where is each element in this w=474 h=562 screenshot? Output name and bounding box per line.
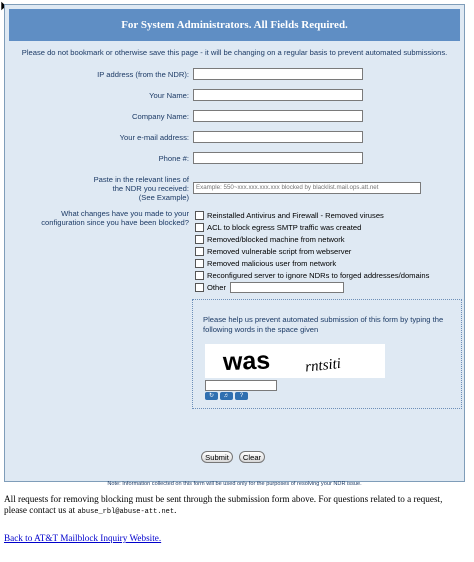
option-label: Reconfigured server to ignore NDRs to forged addresses/domains — [207, 270, 430, 280]
option-label: ACL to block egress SMTP traffic was created — [207, 222, 362, 232]
option-reinstalled-antivirus[interactable] — [195, 209, 429, 221]
submit-button[interactable]: Submit — [201, 451, 233, 463]
company-input[interactable] — [193, 110, 363, 122]
option-reconfigured-server[interactable] — [195, 269, 429, 281]
option-acl-egress[interactable] — [195, 221, 429, 233]
option-removed-script[interactable] — [195, 245, 429, 257]
audio-icon[interactable]: ♬ — [220, 392, 233, 400]
captcha-prompt: Please help us prevent automated submission of this form by typing the following words in the space given — [203, 315, 444, 334]
contact-text-body: All requests for removing blocking must be sent through the submission form above. For questions related to a request, please contact us at — [4, 494, 443, 515]
captcha-word-2: rntsiti — [304, 355, 342, 376]
option-label: Removed/blocked machine from network — [207, 234, 345, 244]
email-input[interactable] — [193, 131, 363, 143]
checkbox[interactable] — [195, 235, 204, 244]
company-label: Company Name: — [132, 112, 189, 121]
ndr-label — [5, 175, 189, 202]
other-input[interactable] — [230, 282, 344, 293]
captcha-box — [192, 299, 462, 409]
option-label: Other — [207, 282, 226, 292]
changes-label — [5, 209, 189, 227]
captcha-word-1: was — [222, 346, 271, 377]
ndr-label-line-1: Paste in the relevant lines of — [93, 175, 189, 184]
contact-text — [4, 494, 466, 518]
option-label: Removed malicious user from network — [207, 258, 337, 268]
checkbox[interactable] — [195, 223, 204, 232]
ip-address-label: IP address (from the NDR): — [97, 70, 189, 79]
form-header: For System Administrators. All Fields Required. — [9, 9, 460, 41]
name-label: Your Name: — [149, 91, 189, 100]
option-label: Reinstalled Antivirus and Firewall - Removed viruses — [207, 210, 384, 220]
checkbox[interactable] — [195, 247, 204, 256]
option-removed-user[interactable] — [195, 257, 429, 269]
checkbox[interactable] — [195, 259, 204, 268]
ndr-label-line-2: the NDR you received: — [112, 184, 189, 193]
form-panel — [4, 4, 465, 487]
clear-button[interactable]: Clear — [239, 451, 265, 463]
checkbox[interactable] — [195, 271, 204, 280]
phone-label: Phone #: — [158, 154, 189, 163]
ndr-input[interactable] — [193, 182, 421, 194]
contact-text-end: . — [174, 505, 177, 515]
captcha-input[interactable] — [205, 380, 277, 391]
contact-email: abuse_rbl@abuse-att.net — [77, 508, 175, 516]
see-example-link[interactable]: (See Example) — [138, 193, 189, 202]
captcha-controls — [205, 392, 248, 400]
checkbox[interactable] — [195, 283, 204, 292]
phone-input[interactable] — [193, 152, 363, 164]
option-label: Removed vulnerable script from webserver — [207, 246, 352, 256]
changes-label-line-1: What changes have you made to your — [61, 209, 189, 218]
ip-address-input[interactable] — [193, 68, 363, 80]
privacy-note: Note: Information collected on this form will be used only for the purposes of resolving your NDR issue. — [107, 481, 362, 487]
option-removed-machine[interactable] — [195, 233, 429, 245]
back-link[interactable]: Back to AT&T Mailblock Inquiry Website. — [4, 533, 162, 543]
checkbox[interactable] — [195, 211, 204, 220]
captcha-image — [205, 344, 385, 378]
email-label: Your e-mail address: — [119, 133, 189, 142]
refresh-icon[interactable]: ↻ — [205, 392, 218, 400]
option-other[interactable] — [195, 281, 429, 293]
bookmark-notice: Please do not bookmark or otherwise save this page - it will be changing on a regular basis to prevent automated submissions. — [21, 48, 448, 57]
changes-label-line-2: configuration since you have been blocked? — [41, 218, 189, 227]
name-input[interactable] — [193, 89, 363, 101]
help-icon[interactable]: ? — [235, 392, 248, 400]
changes-options — [195, 209, 429, 293]
